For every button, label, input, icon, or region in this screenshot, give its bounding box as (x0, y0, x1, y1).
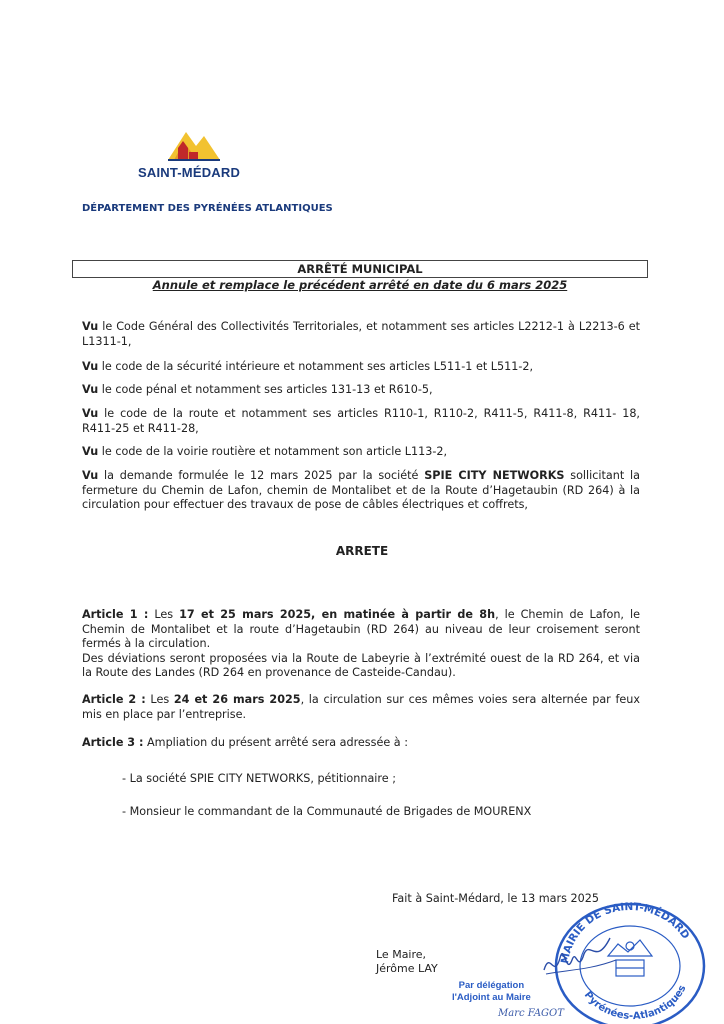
consideration-3 (82, 383, 640, 398)
place-date: Fait à Saint-Médard, le 13 mars 2025 (392, 892, 599, 905)
consideration-text: le code de la route et notamment ses articles R110-1, R110-2, R411-5, R411-8, R411- 18, R411-25 et R411-28, (82, 407, 640, 435)
article-text: Ampliation du présent arrêté sera adressée à : (143, 736, 408, 749)
decision-heading: ARRETE (335, 544, 389, 558)
article-text: Des déviations seront proposées via la Route de Labeyrie à l’extrémité ouest de la RD 264, et via la Route des Landes (RD 264 en provenance de Casteide-Candau). (82, 651, 640, 679)
mayor-title: Le Maire, (376, 948, 427, 961)
recipient-item: - Monsieur le commandant de la Communauté de Brigades de MOURENX (122, 805, 532, 818)
logo-mountain-icon (168, 132, 220, 161)
delegation-line-1: Par délégation (458, 980, 525, 991)
handwritten-name: Marc FAGOT (498, 1008, 564, 1019)
delegation-line-2: l'Adjoint au Maire (452, 992, 531, 1003)
document-subtitle: Annule et remplace le précédent arrêté en date du 6 mars 2025 (152, 278, 568, 292)
consideration-lead: Vu (82, 469, 99, 482)
logo-name: SAINT-MÉDARD (138, 165, 241, 180)
article-dates: 24 et 26 mars 2025 (173, 693, 301, 706)
stamp-text-bottom: Pyrénées-Atlantiques (581, 983, 689, 1023)
article-label: Article 1 : (82, 608, 149, 621)
document-title: ARRÊTÉ MUNICIPAL (72, 260, 648, 278)
consideration-lead: Vu (82, 320, 99, 333)
consideration-text: le code pénal et notamment ses articles 131-13 et R610-5, (98, 383, 433, 396)
delegation-stamp (452, 980, 531, 1004)
article-label: Article 3 : (82, 736, 144, 749)
stamp-text-top: MAIRIE DE SAINT-MÉDARD (559, 900, 692, 965)
recipient-item: - La société SPIE CITY NETWORKS, pétitionnaire ; (122, 772, 396, 785)
department-line: DÉPARTEMENT DES PYRÉNÉES ATLANTIQUES (82, 203, 333, 214)
consideration-lead: Vu (82, 383, 99, 396)
consideration-lead: Vu (82, 407, 99, 420)
consideration-text: le Code Général des Collectivités Territoriales, et notamment ses articles L2212-1 à L2213-6 et L1311-1, (82, 320, 640, 348)
consideration-text-after: sollicitant la fermeture du Chemin de Lafon, chemin de Montalibet et de la Route d’Hagetaubin (RD 264) à la circulation pour effectuer des travaux de pose de câbles électriques et coffrets, (82, 469, 640, 511)
article-text: , la circulation sur ces mêmes voies sera alternée par feux mis en place par l’entreprise. (82, 693, 640, 721)
article-2 (82, 693, 640, 722)
consideration-5 (82, 445, 640, 460)
article-dates: 17 et 25 mars 2025, en matinée à partir de 8h (179, 608, 496, 621)
consideration-2 (82, 360, 640, 375)
consideration-text: la demande formulée le 12 mars 2025 par la société (98, 469, 425, 482)
consideration-text: le code de la sécurité intérieure et notamment ses articles L511-1 et L511-2, (98, 360, 534, 373)
company-name: SPIE CITY NETWORKS (424, 469, 565, 482)
article-text: Les (145, 693, 174, 706)
signature (540, 930, 620, 985)
consideration-text: le code de la voirie routière et notamment son article L113-2, (98, 445, 448, 458)
consideration-4 (82, 407, 640, 436)
consideration-6 (82, 469, 640, 513)
article-text: , le Chemin de Lafon, le Chemin de Montalibet et la route d’Hagetaubin (RD 264) au niveau de leur croisement seront fermés à la circulation. (82, 608, 640, 650)
mayor-name: Jérôme LAY (376, 962, 438, 975)
article-1 (82, 608, 640, 681)
article-text: Les (148, 608, 180, 621)
consideration-lead: Vu (82, 445, 99, 458)
article-3 (82, 736, 640, 751)
consideration-lead: Vu (82, 360, 99, 373)
article-label: Article 2 : (82, 693, 146, 706)
mayor-block (376, 948, 438, 976)
consideration-1 (82, 320, 640, 349)
